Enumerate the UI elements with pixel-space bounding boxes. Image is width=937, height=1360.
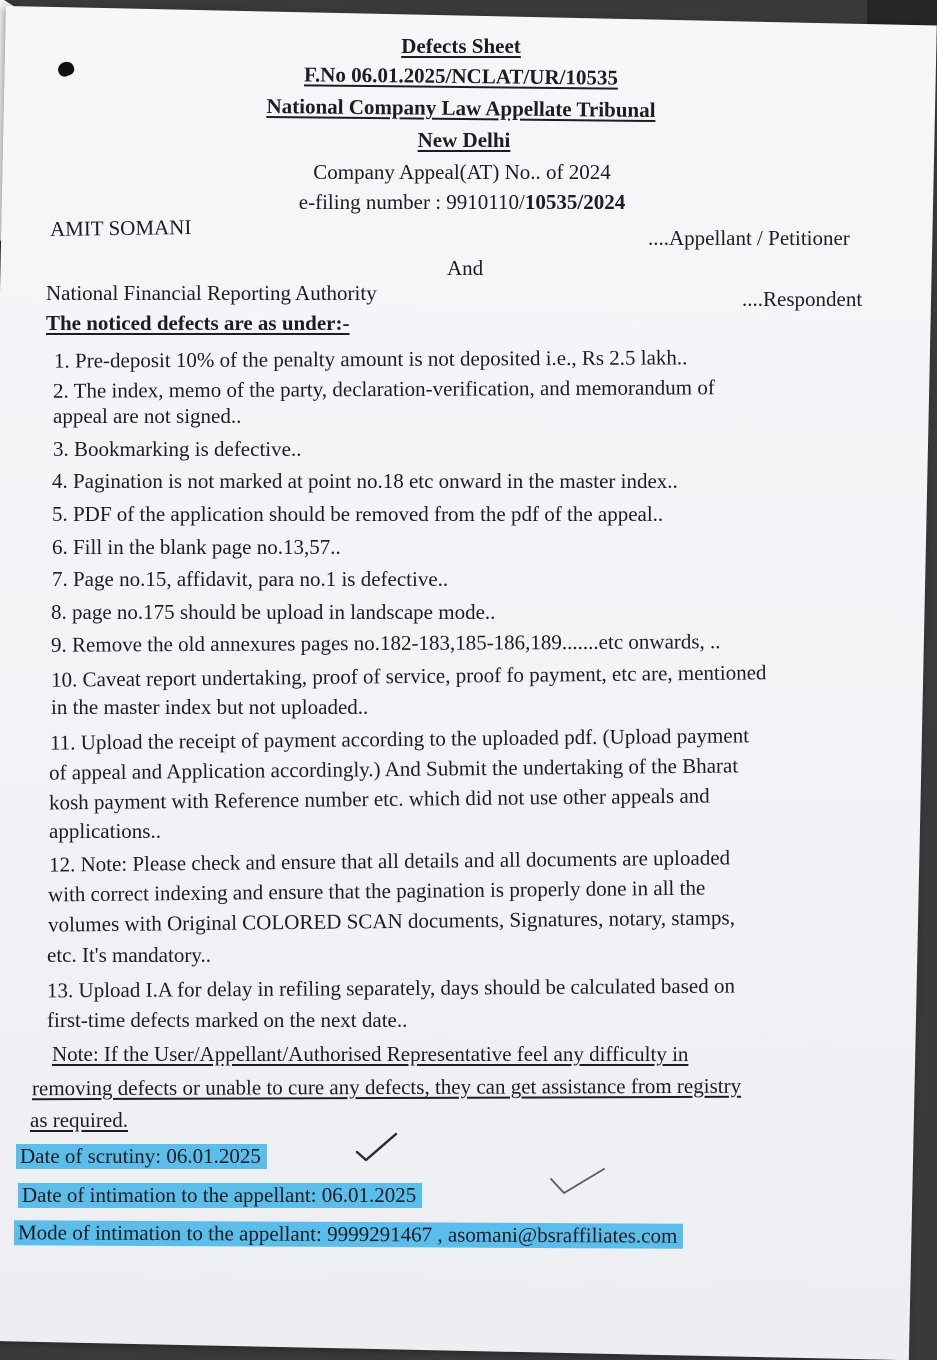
date-of-intimation: [18, 1183, 422, 1208]
efiling-bold: 10535/2024: [524, 190, 626, 214]
defect-line: with correct indexing and ensure that the pagination is properly done in all the: [47, 875, 706, 907]
efiling-number: [162, 190, 762, 215]
defect-line: 7. Page no.15, affidavit, para no.1 is defective..: [52, 567, 449, 591]
defect-line: 3. Bookmarking is defective..: [53, 437, 302, 461]
scrutiny-highlight: Date of scrutiny: 06.01.2025: [16, 1144, 267, 1169]
defect-line: 5. PDF of the application should be removed from the pdf of the appeal..: [52, 502, 664, 526]
mode-of-intimation: [14, 1220, 683, 1249]
mode-highlight: Mode of intimation to the appellant: 9999291467 , asomani@bsraffiliates.com: [14, 1220, 683, 1249]
intimation-highlight: Date of intimation to the appellant: 06.01.2025: [18, 1183, 422, 1208]
respondent-role: ....Respondent: [742, 287, 863, 311]
file-number: F.No 06.01.2025/NCLAT/UR/10535: [303, 62, 619, 90]
city: New Delhi: [417, 128, 511, 152]
date-of-scrutiny: [16, 1144, 267, 1169]
defect-line: 1. Pre-deposit 10% of the penalty amount is not deposited i.e., Rs 2.5 lakh..: [53, 345, 688, 373]
and-label: And: [447, 256, 484, 280]
defect-line: 9. Remove the old annexures pages no.182-183,185-186,189.......etc onwards, ..: [50, 629, 721, 657]
defect-line: 6. Fill in the blank page no.13,57..: [52, 535, 341, 559]
defect-line: volumes with Original COLORED SCAN documents, Signatures, notary, stamps,: [47, 905, 736, 937]
defect-line: 8. page no.175 should be upload in landscape mode..: [51, 600, 496, 624]
appellant-role: ....Appellant / Petitioner: [648, 226, 850, 250]
defect-line: 13. Upload I.A for delay in refiling separately, days should be calculated based on: [46, 973, 736, 1003]
efiling-prefix: e-filing number : 9910110/: [298, 190, 525, 214]
defect-line: 11. Upload the receipt of payment according to the uploaded pdf. (Upload payment: [49, 723, 750, 755]
check-mark-icon: [548, 1165, 608, 1199]
defect-line: etc. It's mandatory..: [47, 943, 211, 967]
check-mark-icon: [354, 1130, 400, 1164]
defects-heading: The noticed defects are as under:-: [46, 311, 350, 335]
defect-line: of appeal and Application accordingly.) And Submit the undertaking of the Bharat: [48, 753, 739, 785]
respondent-name: National Financial Reporting Authority: [46, 281, 377, 305]
doc-title: Defects Sheet: [401, 34, 521, 58]
defect-line: 4. Pagination is not marked at point no.18 etc onward in the master index..: [52, 469, 678, 493]
appeal-number: Company Appeal(AT) No.. of 2024: [313, 160, 611, 184]
defect-line: applications..: [49, 819, 161, 843]
tribunal-name: National Company Law Appellate Tribunal: [266, 93, 656, 123]
defect-line: kosh payment with Reference number etc. which did not use other appeals and: [48, 783, 710, 815]
defect-line: in the master index but not uploaded..: [51, 695, 369, 719]
note-line: removing defects or unable to cure any defects, they can get assistance from registry: [31, 1073, 742, 1101]
note-line: as required.: [30, 1108, 128, 1132]
note-line: Note: If the User/Appellant/Authorised Representative feel any difficulty in: [52, 1042, 689, 1066]
appellant-name: AMIT SOMANI: [49, 215, 192, 241]
defect-line: 10. Caveat report undertaking, proof of service, proof fo payment, etc are, mentioned: [50, 660, 767, 692]
defect-line: 12. Note: Please check and ensure that all details and all documents are uploaded: [48, 845, 731, 877]
defect-line: 2. The index, memo of the party, declaration-verification, and memorandum of: [52, 375, 715, 403]
defect-line: appeal are not signed..: [53, 404, 242, 428]
defect-line: first-time defects marked on the next date..: [47, 1008, 408, 1032]
